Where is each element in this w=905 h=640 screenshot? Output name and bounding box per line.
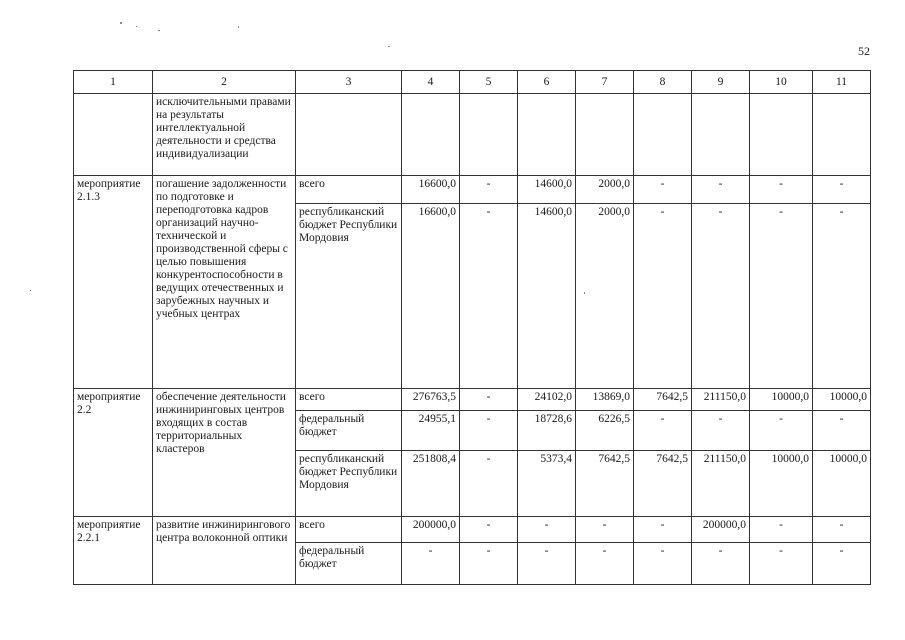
value-cell: -: [460, 543, 518, 585]
header-cell: 1: [74, 71, 153, 94]
value-cell: 211150,0: [692, 389, 750, 411]
scan-speck: [584, 292, 585, 294]
value-cell: 2000,0: [576, 176, 634, 204]
value-cell: 13869,0: [576, 389, 634, 411]
table-cell: [74, 94, 153, 176]
value-cell: -: [692, 543, 750, 585]
value-cell: -: [518, 543, 576, 585]
value-cell: -: [750, 176, 813, 204]
measure-description: развитие инжинирингового центра волоконной оптики: [153, 517, 296, 585]
table-cell: [576, 94, 634, 176]
table-row: [74, 517, 871, 543]
funding-source: федеральный бюджет: [296, 543, 402, 585]
value-cell: -: [460, 411, 518, 451]
header-cell: 2: [153, 71, 296, 94]
header-cell: 3: [296, 71, 402, 94]
funding-source: республиканский бюджет Республики Мордовия: [296, 451, 402, 517]
value-cell: 7642,5: [634, 389, 692, 411]
value-cell: -: [576, 543, 634, 585]
value-cell: -: [813, 411, 871, 451]
header-cell: 5: [460, 71, 518, 94]
value-cell: -: [750, 411, 813, 451]
scan-speck: [136, 26, 137, 27]
table-row: [74, 94, 871, 176]
value-cell: 200000,0: [402, 517, 460, 543]
value-cell: 7642,5: [576, 451, 634, 517]
table-cell: [750, 94, 813, 176]
header-cell: 7: [576, 71, 634, 94]
funding-source: всего: [296, 389, 402, 411]
value-cell: -: [813, 543, 871, 585]
budget-table: [73, 70, 871, 585]
scan-speck: [238, 26, 239, 28]
scan-speck: [120, 22, 122, 24]
table-cell: [634, 94, 692, 176]
value-cell: -: [634, 543, 692, 585]
value-cell: 24955,1: [402, 411, 460, 451]
header-cell: 9: [692, 71, 750, 94]
header-cell: 8: [634, 71, 692, 94]
value-cell: -: [634, 204, 692, 389]
value-cell: 10000,0: [750, 451, 813, 517]
value-cell: -: [460, 204, 518, 389]
header-cell: 4: [402, 71, 460, 94]
scan-speck: [30, 290, 31, 291]
value-cell: -: [460, 176, 518, 204]
header-cell: 10: [750, 71, 813, 94]
value-cell: 18728,6: [518, 411, 576, 451]
value-cell: 200000,0: [692, 517, 750, 543]
measure-code: мероприятие 2.2.1: [74, 517, 153, 585]
value-cell: -: [750, 204, 813, 389]
value-cell: 14600,0: [518, 204, 576, 389]
table-cell: [402, 94, 460, 176]
value-cell: -: [576, 517, 634, 543]
table-cell: [296, 94, 402, 176]
table-cell: [692, 94, 750, 176]
value-cell: 10000,0: [813, 389, 871, 411]
header-cell: 11: [813, 71, 871, 94]
header-row: [74, 71, 871, 94]
value-cell: -: [813, 176, 871, 204]
value-cell: 6226,5: [576, 411, 634, 451]
value-cell: -: [634, 517, 692, 543]
value-cell: 276763,5: [402, 389, 460, 411]
table-cell: [813, 94, 871, 176]
table-cell: [518, 94, 576, 176]
value-cell: -: [402, 543, 460, 585]
value-cell: -: [692, 176, 750, 204]
value-cell: 10000,0: [813, 451, 871, 517]
value-cell: -: [813, 204, 871, 389]
table-row: [74, 176, 871, 204]
measure-code: мероприятие 2.1.3: [74, 176, 153, 389]
value-cell: -: [692, 204, 750, 389]
value-cell: 211150,0: [692, 451, 750, 517]
value-cell: -: [692, 411, 750, 451]
value-cell: 5373,4: [518, 451, 576, 517]
value-cell: -: [518, 517, 576, 543]
funding-source: республиканский бюджет Республики Мордовия: [296, 204, 402, 389]
page-number: 52: [858, 44, 870, 58]
value-cell: 251808,4: [402, 451, 460, 517]
measure-description: обеспечение деятельности инжиниринговых центров входящих в состав территориальных кластеров: [153, 389, 296, 517]
value-cell: 2000,0: [576, 204, 634, 389]
table-cell: [460, 94, 518, 176]
value-cell: 7642,5: [634, 451, 692, 517]
value-cell: -: [750, 517, 813, 543]
table-row: [74, 389, 871, 411]
measure-description: погашение задолженности по подготовке и переподготовка кадров организаций научно-технической и производственной сферы с целью повышения конкурентоспособности в ведущих отечественных и зарубежных научных и учебных центрах: [153, 176, 296, 389]
continuation-text: исключительными правами на результаты интеллектуальной деятельности и средства индивидуализации: [153, 94, 296, 176]
scan-speck: [388, 46, 390, 47]
value-cell: 24102,0: [518, 389, 576, 411]
value-cell: 14600,0: [518, 176, 576, 204]
value-cell: -: [813, 517, 871, 543]
value-cell: -: [460, 517, 518, 543]
value-cell: -: [634, 411, 692, 451]
value-cell: 16600,0: [402, 204, 460, 389]
header-cell: 6: [518, 71, 576, 94]
value-cell: 16600,0: [402, 176, 460, 204]
funding-source: всего: [296, 176, 402, 204]
value-cell: -: [460, 451, 518, 517]
value-cell: -: [460, 389, 518, 411]
value-cell: 10000,0: [750, 389, 813, 411]
scan-speck: [158, 30, 160, 31]
value-cell: -: [750, 543, 813, 585]
funding-source: всего: [296, 517, 402, 543]
value-cell: -: [634, 176, 692, 204]
measure-code: мероприятие 2.2: [74, 389, 153, 517]
funding-source: федеральный бюджет: [296, 411, 402, 451]
